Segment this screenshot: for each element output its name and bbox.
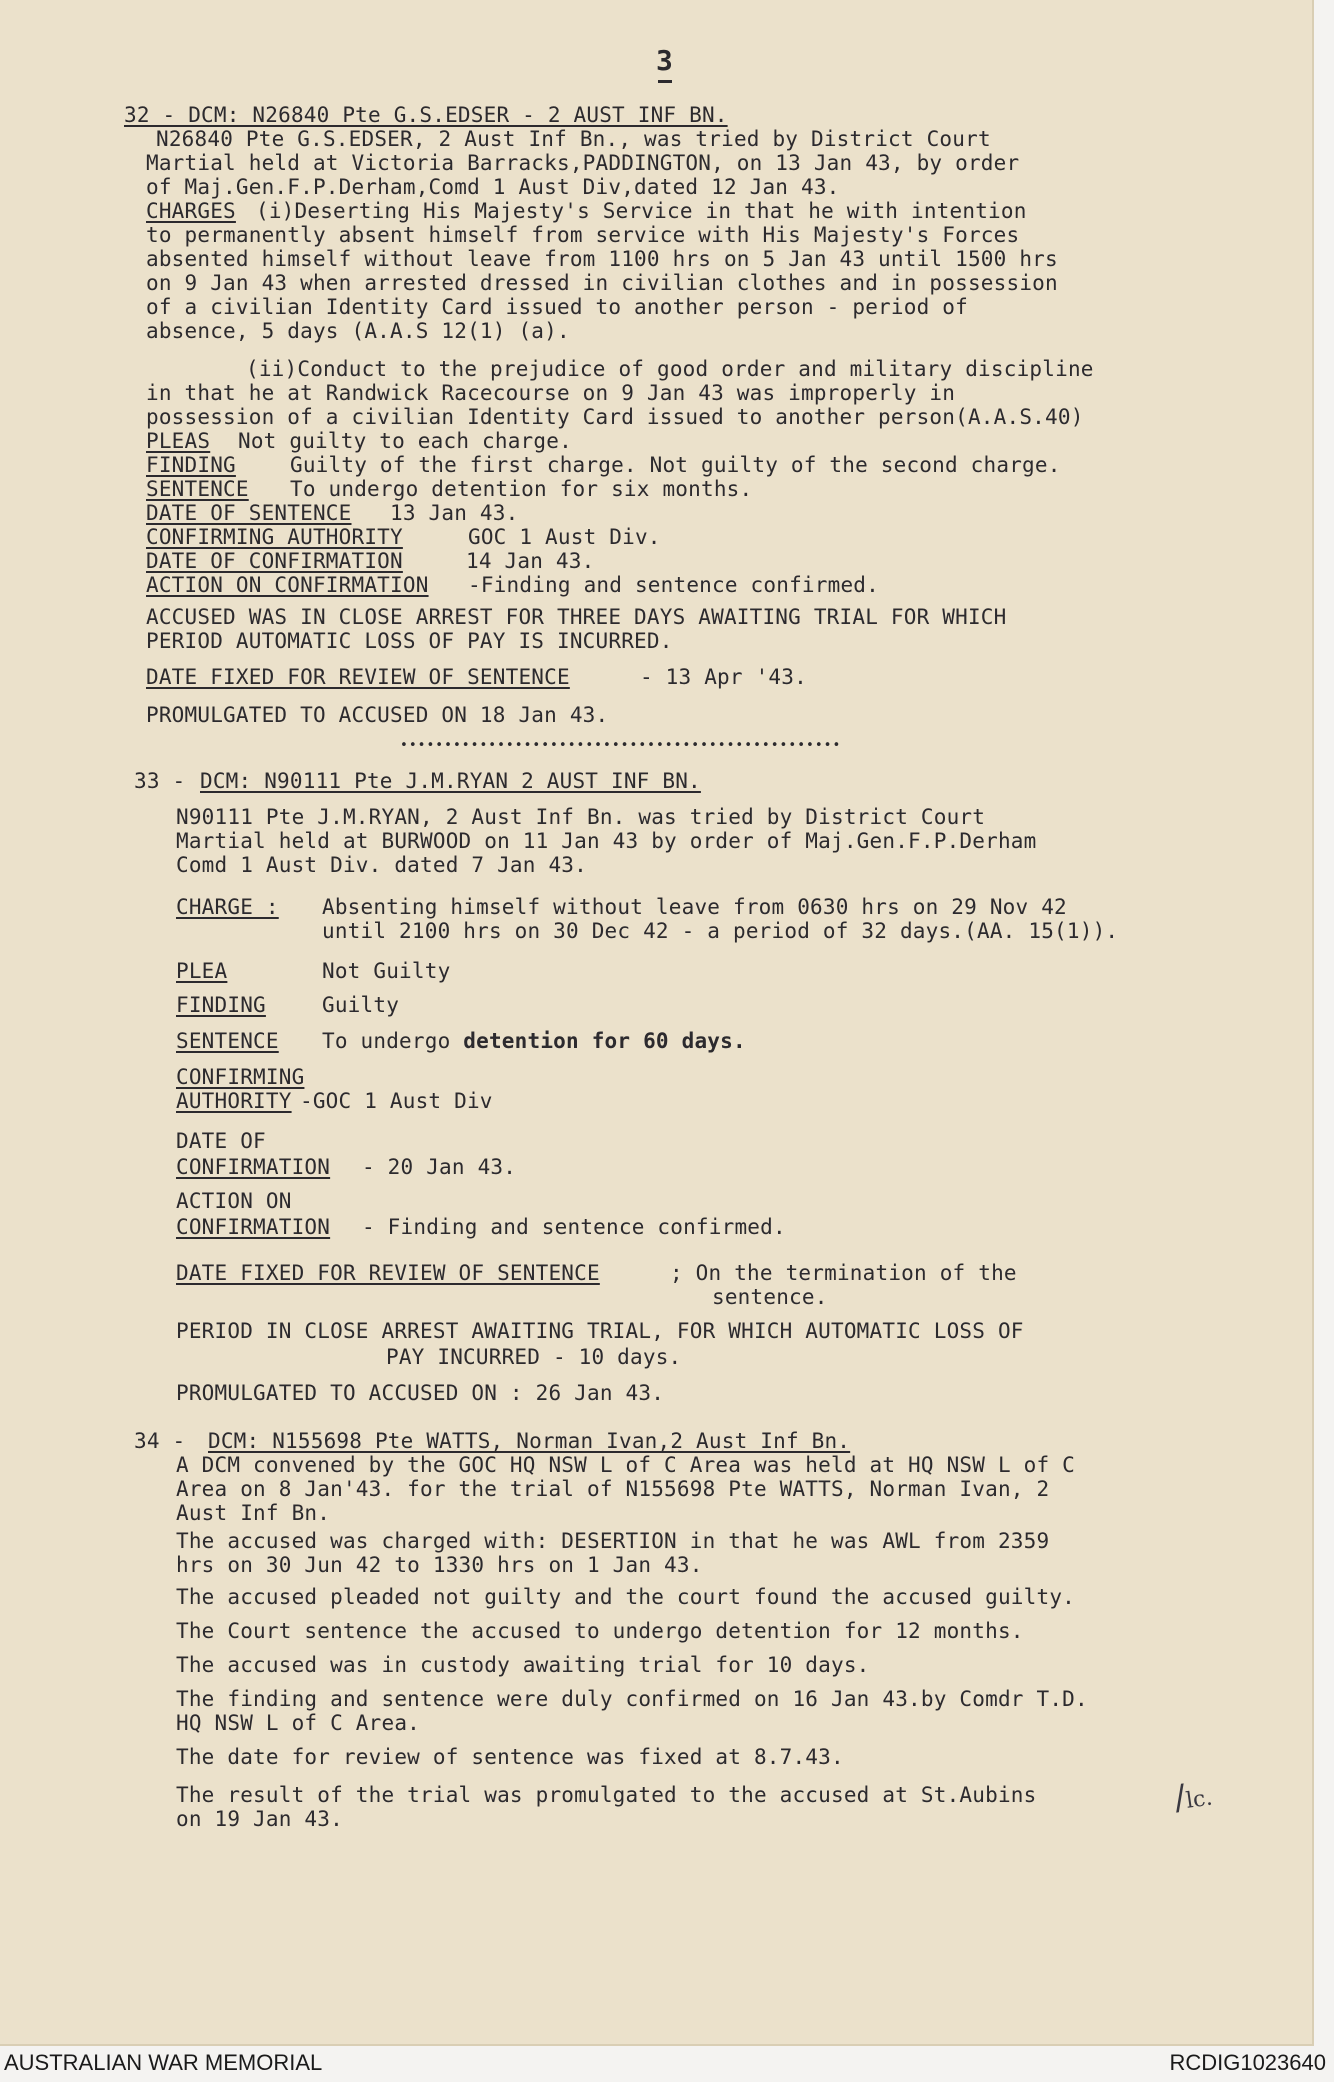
sec33-promulgated: PROMULGATED TO ACCUSED ON : 26 Jan 43. — [176, 1381, 665, 1405]
sec33-charge-text: until 2100 hrs on 30 Dec 42 - a period of 32 days.(AA. 15(1)). — [322, 919, 1119, 943]
sec33-line: N90111 Pte J.M.RYAN, 2 Aust Inf Bn. was tried by District Court — [176, 805, 986, 829]
sec33-action-label: ACTION ON — [176, 1189, 292, 1213]
sec33-action-confirmation-label: CONFIRMATION — [176, 1215, 331, 1239]
sec32-arrest-text: ACCUSED WAS IN CLOSE ARREST FOR THREE DAYS AWAITING TRIAL FOR WHICH — [146, 605, 1007, 629]
sec32-charge2-text: possession of a civilian Identity Card issued to another person(A.A.S.40) — [146, 405, 1084, 429]
footer-source: AUSTRALIAN WAR MEMORIAL — [4, 2050, 323, 2075]
sec32-charge-text: absented himself without leave from 1100 hrs on 5 Jan 43 until 1500 hrs — [146, 247, 1058, 271]
sec32-date-confirmation-value: 14 Jan 43. — [466, 549, 595, 573]
sec32-date-sentence-label: DATE OF SENTENCE — [146, 501, 352, 525]
sec33-period-text: PAY INCURRED - 10 days. — [386, 1345, 682, 1369]
sec34-line: The accused was charged with: DESERTION in that he was AWL from 2359 — [176, 1529, 1050, 1553]
page-number-underline — [658, 80, 672, 83]
sec32-charge2-text: (ii)Conduct to the prejudice of good order and military discipline — [246, 357, 1094, 381]
sec34-line: Area on 8 Jan'43. for the trial of N155698 Pte WATTS, Norman Ivan, 2 — [176, 1477, 1050, 1501]
section-divider: •••••••••••••••••••••••••••••••••••••••••••••••••• — [400, 738, 842, 753]
sec32-action-label: ACTION ON CONFIRMATION — [146, 573, 429, 597]
sec33-date-of-value: - 20 Jan 43. — [362, 1155, 517, 1179]
sec34-line: A DCM convened by the GOC HQ NSW L of C Area was held at HQ NSW L of C — [176, 1453, 1076, 1477]
sec33-review-value: sentence. — [712, 1285, 828, 1309]
sec32-pleas-label: PLEAS — [146, 429, 211, 453]
sec32-review-label: DATE FIXED FOR REVIEW OF SENTENCE — [146, 665, 570, 689]
sec33-date-of-label: DATE OF — [176, 1129, 266, 1153]
sec33-plea-value: Not Guilty — [322, 959, 451, 983]
sec32-line: Martial held at Victoria Barracks,PADDINGTON, on 13 Jan 43, by order — [146, 151, 1020, 175]
sec33-action-value: - Finding and sentence confirmed. — [362, 1215, 786, 1239]
footer-id: RCDIG1023640 — [1169, 2050, 1326, 2075]
sec32-review-value: - 13 Apr '43. — [640, 665, 807, 689]
sec33-authority-label: AUTHORITY — [176, 1089, 292, 1113]
sec33-number: 33 - — [134, 769, 186, 793]
sec32-charge-text: absence, 5 days (A.A.S 12(1) (a). — [146, 319, 570, 343]
sec33-sentence-label: SENTENCE — [176, 1029, 279, 1053]
sec33-sentence-value — [322, 1028, 746, 1054]
sec34-number: 34 - — [134, 1429, 186, 1453]
sec34-heading: DCM: N155698 Pte WATTS, Norman Ivan,2 Aust Inf Bn. — [208, 1429, 851, 1453]
sec34-line: The result of the trial was promulgated to the accused at St.Aubins — [176, 1783, 1037, 1807]
sec34-line: The accused was in custody awaiting trial for 10 days. — [176, 1653, 870, 1677]
sec32-confirming-value: GOC 1 Aust Div. — [468, 525, 661, 549]
sec32-finding-label: FINDING — [146, 453, 236, 477]
sec32-sentence-value: To undergo detention for six months. — [290, 477, 753, 501]
sec34-line: Aust Inf Bn. — [176, 1501, 331, 1525]
sec32-charges-label: CHARGES — [146, 199, 236, 223]
sec33-finding-label: FINDING — [176, 993, 266, 1017]
sec32-heading: 32 - DCM: N26840 Pte G.S.EDSER - 2 AUST INF BN. — [124, 103, 728, 127]
sec34-line: The Court sentence the accused to undergo detention for 12 months. — [176, 1619, 1024, 1643]
sec32-charge-text: (i)Deserting His Majesty's Service in that he with intention — [256, 199, 1027, 223]
sec32-line: N26840 Pte G.S.EDSER, 2 Aust Inf Bn., was tried by District Court — [156, 127, 991, 151]
sec32-charge-text: on 9 Jan 43 when arrested dressed in civilian clothes and in possession — [146, 271, 1058, 295]
sec34-line: hrs on 30 Jun 42 to 1330 hrs on 1 Jan 43. — [176, 1553, 703, 1577]
sec33-review-value: ; On the termination of the — [670, 1261, 1017, 1285]
sec33-confirming-label: CONFIRMING — [176, 1065, 305, 1089]
sec32-date-sentence-value: 13 Jan 43. — [390, 501, 519, 525]
sec33-line: Comd 1 Aust Div. dated 7 Jan 43. — [176, 853, 587, 877]
sec32-action-value: -Finding and sentence confirmed. — [468, 573, 879, 597]
sec34-line: The date for review of sentence was fixed at 8.7.43. — [176, 1745, 844, 1769]
sec33-heading: DCM: N90111 Pte J.M.RYAN 2 AUST INF BN. — [200, 769, 701, 793]
sec33-sentence-plain: To undergo — [322, 1029, 451, 1053]
sec33-charge-label: CHARGE : — [176, 895, 279, 919]
sec34-line: The finding and sentence were duly confirmed on 16 Jan 43.by Comdr T.D. — [176, 1687, 1088, 1711]
sec34-line: HQ NSW L of C Area. — [176, 1711, 421, 1735]
sec33-plea-label: PLEA — [176, 959, 228, 983]
sec32-finding-value: Guilty of the first charge. Not guilty of the second charge. — [290, 453, 1061, 477]
sec32-confirming-label: CONFIRMING AUTHORITY — [146, 525, 403, 549]
sec32-date-confirmation-label: DATE OF CONFIRMATION — [146, 549, 403, 573]
sec33-finding-value: Guilty — [322, 993, 400, 1017]
page-number: 3 — [656, 44, 673, 77]
sec32-pleas-value: Not guilty to each charge. — [238, 429, 572, 453]
handwritten-initials: /lc. — [1171, 1777, 1215, 1819]
sec32-line: of Maj.Gen.F.P.Derham,Comd 1 Aust Div,dated 12 Jan 43. — [146, 175, 840, 199]
sec34-line: on 19 Jan 43. — [176, 1807, 343, 1831]
sec32-charge-text: to permanently absent himself from service with His Majesty's Forces — [146, 223, 1020, 247]
sec32-charge-text: of a civilian Identity Card issued to another person - period of — [146, 295, 968, 319]
sec32-promulgated: PROMULGATED TO ACCUSED ON 18 Jan 43. — [146, 703, 609, 727]
sec32-sentence-label: SENTENCE — [146, 477, 249, 501]
sec33-confirmation-label: CONFIRMATION — [176, 1155, 331, 1179]
sec33-sentence-bold: detention for 60 days. — [463, 1029, 746, 1053]
sec33-confirming-value: -GOC 1 Aust Div — [300, 1089, 493, 1113]
sec32-arrest-text: PERIOD AUTOMATIC LOSS OF PAY IS INCURRED. — [146, 629, 673, 653]
sec32-charge2-text: in that he at Randwick Racecourse on 9 Jan 43 was improperly in — [146, 381, 956, 405]
sec33-charge-text: Absenting himself without leave from 0630 hrs on 29 Nov 42 — [322, 895, 1067, 919]
sec33-period-text: PERIOD IN CLOSE ARREST AWAITING TRIAL, FOR WHICH AUTOMATIC LOSS OF — [176, 1319, 1024, 1343]
sec33-line: Martial held at BURWOOD on 11 Jan 43 by order of Maj.Gen.F.P.Derham — [176, 829, 1037, 853]
sec33-review-label: DATE FIXED FOR REVIEW OF SENTENCE — [176, 1261, 600, 1285]
sec34-line: The accused pleaded not guilty and the court found the accused guilty. — [176, 1585, 1076, 1609]
